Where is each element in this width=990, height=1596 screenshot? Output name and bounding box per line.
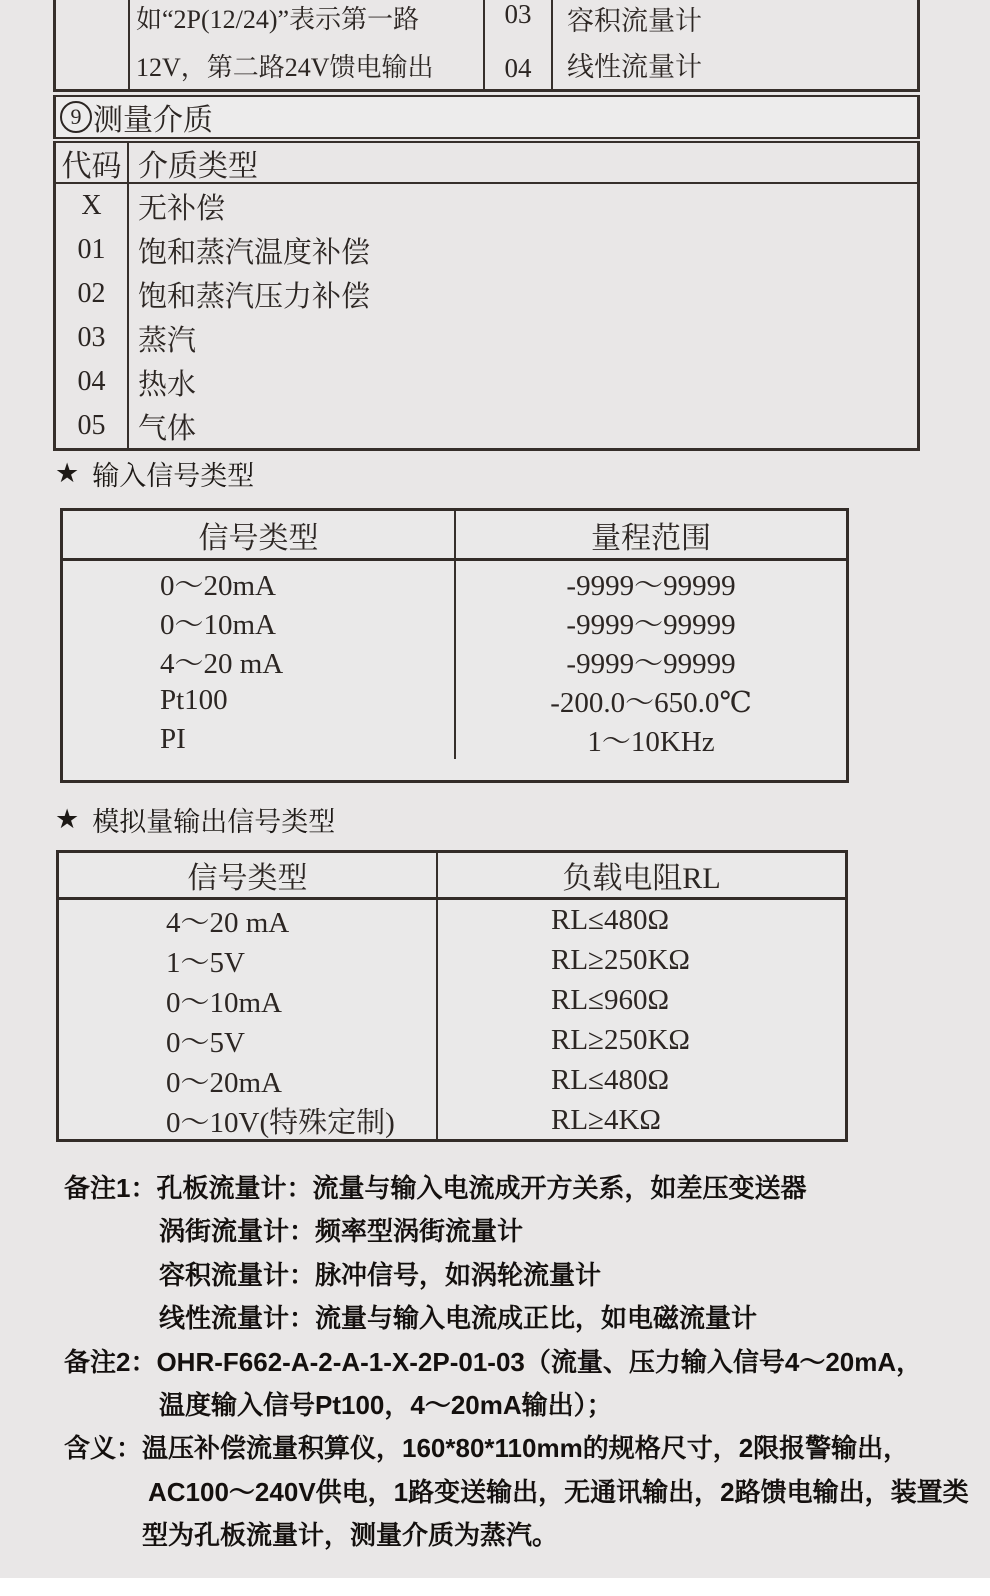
analog-output-section-heading [55,801,335,837]
load-resistance-value: RL≤960Ω [551,983,670,1016]
medium-type: 饱和蒸汽压力补偿 [138,280,371,313]
remark1-sub-line: 涡街流量计：频率型涡街流量计 [159,1216,524,1247]
range-column [456,561,846,759]
measuring-medium-table [53,141,920,451]
meaning-sub-line: AC100～240V供电，1路变送输出，无通讯输出，2路馈电输出，装置类 [148,1476,969,1507]
star-icon: ★ [55,457,80,488]
medium-type: 饱和蒸汽温度补偿 [138,236,371,269]
load-resistance-value: RL≤480Ω [551,1063,670,1096]
measuring-medium-table-header [56,143,917,184]
section-measuring-medium-title: 测量介质 [93,104,213,137]
medium-code: 02 [77,278,106,309]
remark1-sub-line: 容积流量计：脉冲信号，如涡轮流量计 [159,1259,602,1290]
medium-code: 01 [77,234,106,265]
remark1-line: 备注1：孔板流量计：流量与输入电流成开方关系，如差压变送器 [64,1173,807,1203]
analog-output-section-title: 模拟量输出信号类型 [92,806,336,837]
medium-code: 04 [77,366,106,397]
signal-type: 0～20mA [160,570,277,602]
signal-type-column-header: 信号类型 [59,853,438,897]
input-signal-table-header [63,511,846,561]
medium-type: 无补偿 [138,192,226,225]
medium-type-column-header: 介质类型 [138,149,258,183]
page-bottom-margin [0,1578,990,1596]
remark2-line: 备注2：OHR-F662-A-2-A-1-X-2P-01-03（流量、压力输入信号4～20mA， [64,1346,923,1377]
remark1-sub-line: 线性流量计：流量与输入电流成正比，如电磁流量计 [159,1303,758,1334]
feed-output-note-line1: 如“2P(12/24)”表示第一路 [136,5,420,34]
load-resistance-value: RL≥250KΩ [551,1023,690,1056]
feed-output-device-type-table [53,0,920,92]
signal-type: 4～20 mA [166,906,290,939]
load-resistance-column [438,900,845,1140]
load-resistance-value: RL≥250KΩ [551,943,690,976]
medium-code: 05 [77,410,106,441]
device-type-name: 容积流量计 [567,6,702,36]
signal-type-column [63,561,456,759]
medium-code: X [81,190,102,221]
star-icon: ★ [55,803,80,834]
medium-type: 热水 [138,368,197,401]
signal-type: 0～5V [166,1026,245,1059]
code-column-header: 代码 [56,143,129,182]
medium-type: 蒸汽 [138,324,197,357]
remark2-sub-line: 温度输入信号Pt100，4～20mA输出）； [159,1390,613,1421]
medium-type: 气体 [138,412,197,445]
load-resistance-column-header: 负载电阻RL [562,862,721,895]
analog-output-signal-table [56,850,848,1142]
medium-code-column [56,184,129,448]
analog-output-table-body [59,900,845,1140]
medium-code: 03 [77,322,106,353]
input-signal-table-body [63,561,846,759]
device-type-name-column [553,0,917,89]
load-resistance-value: RL≤480Ω [551,903,670,936]
meaning-sub-line: 型为孔板流量计，测量介质为蒸汽。 [142,1520,559,1551]
device-type-code: 04 [504,53,532,83]
signal-type: 0～10mA [166,986,283,1019]
section-measuring-medium [53,95,920,139]
signal-type: 0～20mA [166,1066,283,1099]
device-type-name: 线性流量计 [567,52,702,82]
feed-output-note-line2: 12V，第二路24V馈电输出 [136,53,434,82]
meaning-line: 含义：温压补偿流量积算仪，160*80*110mm的规格尺寸，2限报警输出， [64,1433,910,1464]
circled-9-icon: 9 [60,101,92,133]
measuring-medium-table-body [56,184,917,448]
signal-type: 0～10V(特殊定制) [166,1106,395,1139]
signal-type: Pt100 [160,684,228,716]
input-signal-table [60,508,849,783]
range-value: -200.0～650.0℃ [550,687,752,719]
analog-output-table-header [59,853,845,900]
device-type-code: 03 [504,0,532,29]
signal-type: 1～5V [166,946,245,979]
range-value: 1～10KHz [587,726,715,758]
top-table-empty-code-cell [56,0,128,89]
range-column-header: 量程范围 [591,521,711,555]
signal-type: 4～20 mA [160,648,284,680]
input-signal-section-heading [55,455,254,491]
signal-type-column [59,900,438,1140]
signal-type: PI [160,723,186,755]
signal-type-column-header: 信号类型 [63,511,456,558]
remarks-block [64,1167,979,1558]
range-value: -9999～99999 [566,570,736,602]
range-value: -9999～99999 [566,609,736,641]
load-resistance-value: RL≥4KΩ [551,1103,661,1136]
input-signal-section-title: 输入信号类型 [92,460,255,491]
signal-type: 0～10mA [160,609,277,641]
range-value: -9999～99999 [566,648,736,680]
medium-type-column [129,184,917,448]
device-type-code-column [485,0,553,89]
feed-output-note-cell [128,0,485,89]
